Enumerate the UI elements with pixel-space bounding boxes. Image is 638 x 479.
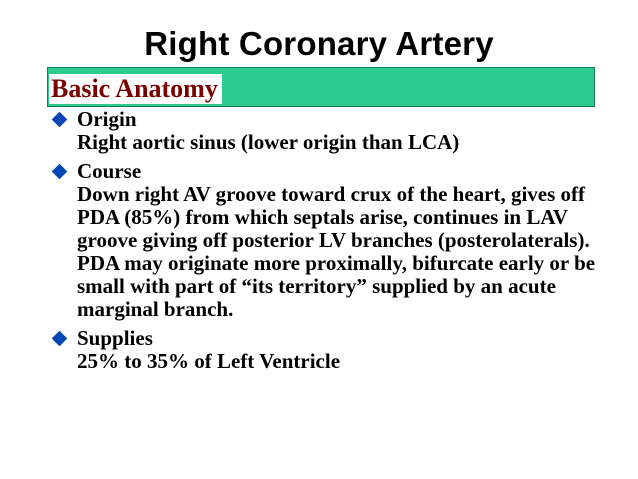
- bullet-detail: Down right AV groove toward crux of the heart, gives off PDA (85%) from which septals arise, continues in LAV groove giving off posterior LV branches (posterolaterals). PDA may originate more proximally, bifurcate early or be small with part of “its territory” supplied by an acute marginal branch.: [77, 182, 596, 321]
- diamond-bullet-icon: [52, 112, 68, 128]
- diamond-bullet-icon: [52, 331, 68, 347]
- bullet-label: Origin: [77, 107, 137, 131]
- bullet-origin: [50, 108, 610, 154]
- bullet-supplies: [50, 327, 610, 373]
- bullet-label: Supplies: [77, 326, 153, 350]
- bullet-detail: Right aortic sinus (lower origin than LCA): [77, 130, 460, 154]
- diamond-bullet-icon: [52, 164, 68, 180]
- bullet-list: [50, 108, 610, 379]
- bullet-course: [50, 160, 610, 321]
- slide-title: Right Coronary Artery: [144, 25, 494, 62]
- bullet-detail: 25% to 35% of Left Ventricle: [77, 349, 341, 373]
- bullet-label: Course: [77, 159, 142, 183]
- section-label: Basic Anatomy: [49, 74, 222, 104]
